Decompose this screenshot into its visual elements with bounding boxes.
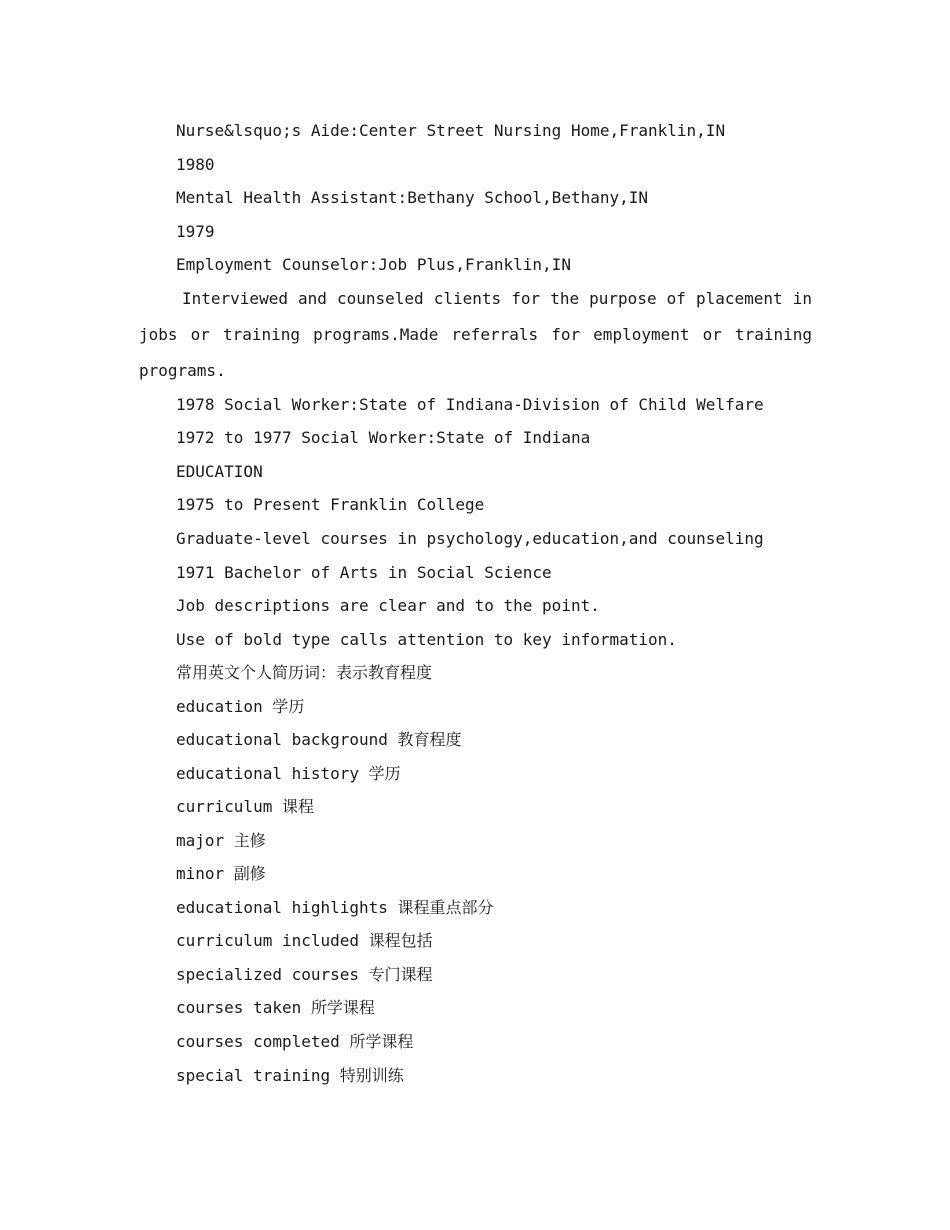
vocabulary-item: educational history 学历 — [176, 764, 401, 783]
job-line-nurse-aide: Nurse&lsquo;s Aide:Center Street Nursing Home,Franklin,IN — [176, 121, 726, 140]
note-line-bold-type: Use of bold type calls attention to key information. — [176, 630, 677, 649]
education-line-graduate-courses: Graduate-level courses in psychology,education,and counseling — [176, 529, 764, 548]
job-line-employment-counselor: Employment Counselor:Job Plus,Franklin,IN — [176, 255, 571, 274]
education-line-bachelor: 1971 Bachelor of Arts in Social Science — [176, 563, 552, 582]
job-line-social-worker-1972: 1972 to 1977 Social Worker:State of Indiana — [176, 428, 591, 447]
job-description-paragraph: Interviewed and counseled clients for the purpose of placement in jobs or training programs.Made referrals for employment or training programs. — [139, 289, 812, 380]
education-line-franklin-college: 1975 to Present Franklin College — [176, 495, 485, 514]
vocabulary-item: specialized courses 专门课程 — [176, 965, 433, 984]
year-line: 1980 — [176, 155, 215, 174]
vocabulary-item: minor 副修 — [176, 864, 266, 883]
vocabulary-item: curriculum included 课程包括 — [176, 931, 433, 950]
vocabulary-item: curriculum 课程 — [176, 797, 314, 816]
year-line: 1979 — [176, 222, 215, 241]
vocabulary-item: educational background 教育程度 — [176, 730, 462, 749]
job-line-social-worker-1978: 1978 Social Worker:State of Indiana-Division of Child Welfare — [176, 395, 764, 414]
vocabulary-item: courses completed 所学课程 — [176, 1032, 414, 1051]
vocabulary-heading: 常用英文个人简历词：表示教育程度 — [176, 663, 433, 682]
vocabulary-item: major 主修 — [176, 831, 266, 850]
job-line-mental-health-assistant: Mental Health Assistant:Bethany School,Bethany,IN — [176, 188, 649, 207]
vocabulary-item: education 学历 — [176, 697, 305, 716]
vocabulary-item: educational highlights 课程重点部分 — [176, 898, 494, 917]
vocabulary-item: courses taken 所学课程 — [176, 998, 375, 1017]
note-line-job-descriptions: Job descriptions are clear and to the point. — [176, 596, 600, 615]
section-heading-education: EDUCATION — [176, 462, 263, 481]
vocabulary-item: special training 特别训练 — [176, 1066, 404, 1085]
